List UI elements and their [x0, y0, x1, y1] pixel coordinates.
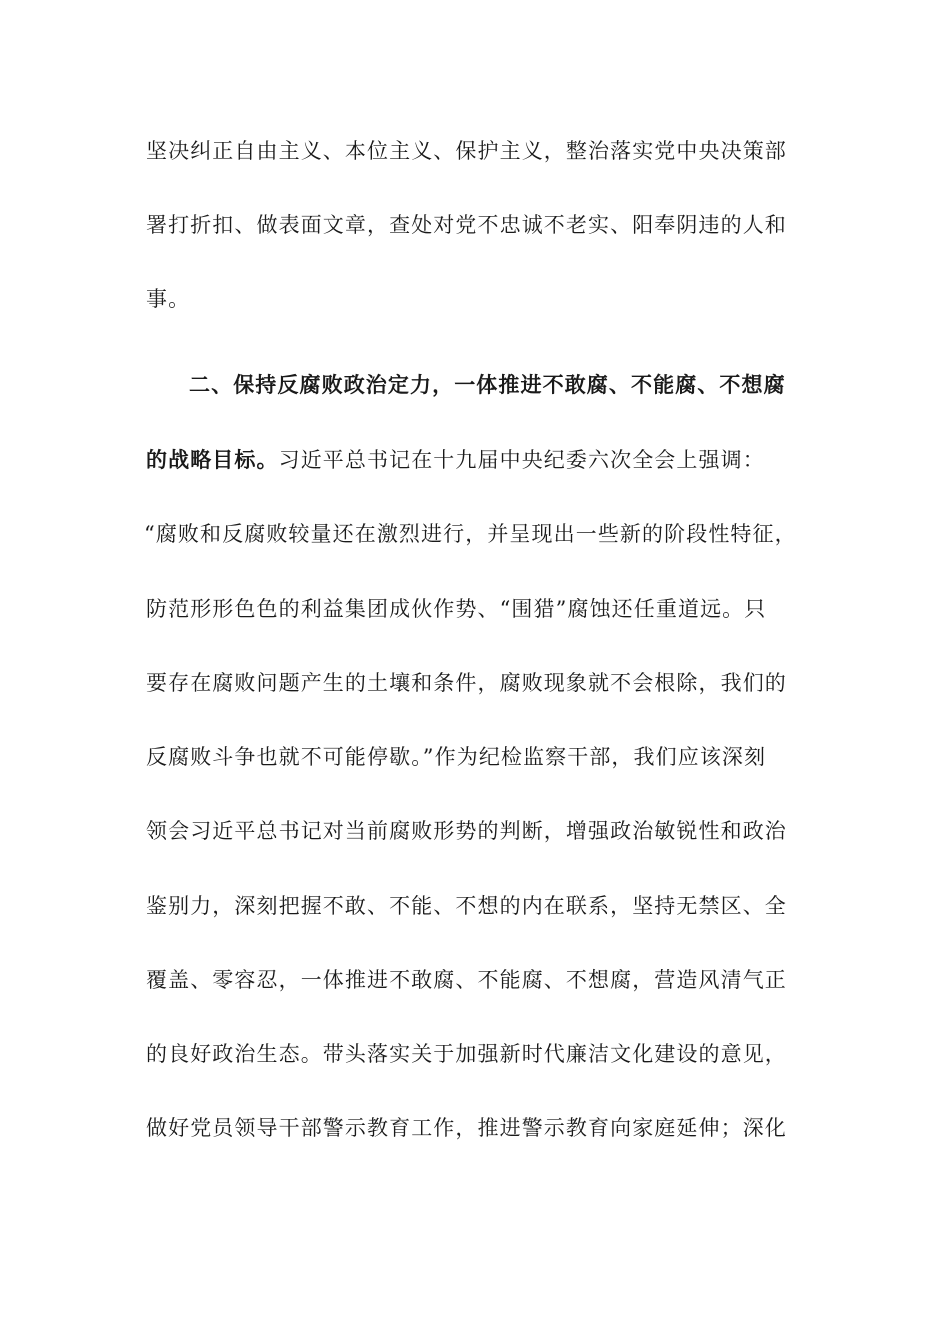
body-line-11: 鉴别力，深刻把握不敢、不能、不想的内在联系，坚持无禁区、全: [146, 894, 787, 918]
body-line-6: “腐败和反腐败较量还在激烈进行，并呈现出一些新的阶段性特征，: [144, 522, 797, 546]
body-line-5-text: 习近平总书记在十九届中央纪委六次全会上强调：: [278, 448, 765, 472]
body-line-8: 要存在腐败问题产生的土壤和条件，腐败现象就不会根除，我们的: [146, 671, 787, 695]
body-line-2: 署打折扣、做表面文章，查处对党不忠诚不老实、阳奉阴违的人和: [146, 213, 787, 237]
body-line-12: 覆盖、零容忍，一体推进不敢腐、不能腐、不想腐，营造风清气正: [146, 968, 787, 992]
body-line-1: 坚决纠正自由主义、本位主义、保护主义，整治落实党中央决策部: [146, 139, 787, 163]
body-line-10: 领会习近平总书记对当前腐败形势的判断，增强政治敏锐性和政治: [146, 819, 787, 843]
body-line-9: 反腐败斗争也就不可能停歇。”作为纪检监察干部，我们应该深刻: [146, 745, 767, 769]
body-line-13: 的良好政治生态。带头落实关于加强新时代廉洁文化建设的意见，: [146, 1042, 787, 1066]
body-line-3: 事。: [146, 287, 191, 311]
section-heading-line-1: 二、保持反腐败政治定力，一体推进不敢腐、不能腐、不想腐: [189, 372, 786, 397]
body-line-5: [146, 445, 765, 475]
body-line-14: 做好党员领导干部警示教育工作，推进警示教育向家庭延伸；深化: [146, 1116, 787, 1140]
body-line-7: 防范形形色色的利益集团成伙作势、“围猎”腐蚀还任重道远。只: [146, 597, 767, 621]
section-heading-line-2: 的战略目标。: [146, 447, 279, 472]
